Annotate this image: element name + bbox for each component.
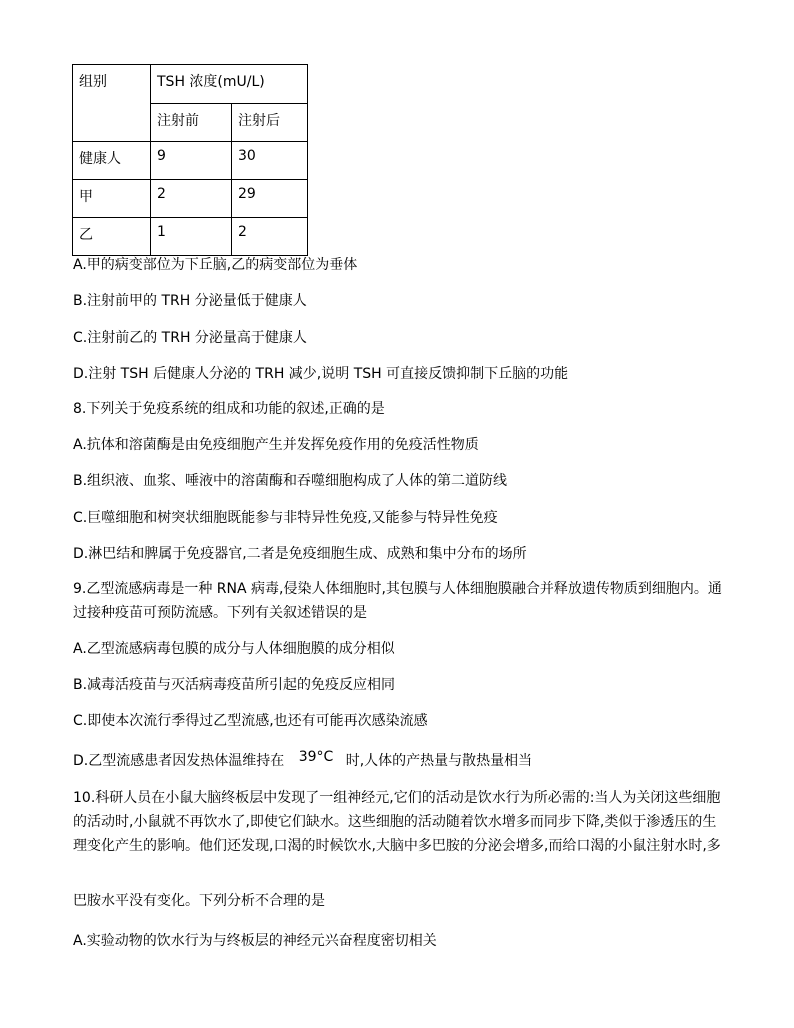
header-after: 注射后 — [232, 104, 308, 142]
row-after: 2 — [232, 218, 308, 256]
q7-option-a: A.甲的病变部位为下丘脑,乙的病变部位为垂体 — [73, 257, 358, 273]
q9-option-d-post: 时,人体的产热量与散热量相当 — [345, 753, 533, 769]
q10-stem-cont: 巴胺水平没有变化。下列分析不合理的是 — [73, 893, 325, 909]
header-tsh: TSH 浓度(mU/L) — [151, 65, 308, 104]
q10-stem: 10.科研人员在小鼠大脑终板层中发现了一组神经元,它们的活动是饮水行为所必需的:当人为关闭这些细胞的活动时,小鼠就不再饮水了,即使它们缺水。这些细胞的活动随着饮水增多而同步下降,类似于渗透压的生理变化产生的影响。他们还发现,口渴的时候饮水,大脑中多巴胺的分泌会增多,而给口渴的小鼠注射水时,多 — [73, 790, 721, 854]
table-row — [73, 218, 308, 256]
q8-stem: 8.下列关于免疫系统的组成和功能的叙述,正确的是 — [73, 401, 385, 417]
row-before: 2 — [151, 180, 232, 218]
q10-option-a: A.实验动物的饮水行为与终板层的神经元兴奋程度密切相关 — [73, 933, 437, 949]
row-group: 乙 — [73, 218, 151, 256]
q9-option-b: B.减毒活疫苗与灭活病毒疫苗所引起的免疫反应相同 — [73, 677, 396, 693]
q8-option-a: A.抗体和溶菌酶是由免疫细胞产生并发挥免疫作用的免疫活性物质 — [73, 437, 479, 453]
q9-stem: 9.乙型流感病毒是一种 RNA 病毒,侵染人体细胞时,其包膜与人体细胞膜融合并释放遗传物质到细胞内。通过接种疫苗可预防流感。下列有关叙述错误的是 — [73, 581, 722, 621]
q9-option-c: C.即使本次流行季得过乙型流感,也还有可能再次感染流感 — [73, 713, 428, 729]
header-group: 组别 — [73, 65, 151, 142]
header-before: 注射前 — [151, 104, 232, 142]
q8-option-b: B.组织液、血浆、唾液中的溶菌酶和吞噬细胞构成了人体的第二道防线 — [73, 473, 508, 489]
q9-option-a: A.乙型流感病毒包膜的成分与人体细胞膜的成分相似 — [73, 641, 395, 657]
q7-option-b: B.注射前甲的 TRH 分泌量低于健康人 — [73, 293, 307, 309]
row-group: 甲 — [73, 180, 151, 218]
tsh-table — [72, 64, 308, 256]
q9-option-d-temp: 39°C — [298, 749, 334, 765]
q9-option-d-pre: D.乙型流感患者因发热体温维持在 — [73, 753, 285, 769]
row-group: 健康人 — [73, 142, 151, 180]
row-after: 30 — [232, 142, 308, 180]
row-before: 1 — [151, 218, 232, 256]
q9-option-d — [73, 749, 533, 770]
row-before: 9 — [151, 142, 232, 180]
q7-option-d: D.注射 TSH 后健康人分泌的 TRH 减少,说明 TSH 可直接反馈抑制下丘脑的功能 — [73, 366, 569, 382]
table-row — [73, 142, 308, 180]
table-row — [73, 180, 308, 218]
q8-option-d: D.淋巴结和脾属于免疫器官,二者是免疫细胞生成、成熟和集中分布的场所 — [73, 546, 527, 562]
row-after: 29 — [232, 180, 308, 218]
q7-option-c: C.注射前乙的 TRH 分泌量高于健康人 — [73, 330, 307, 346]
q8-option-c: C.巨噬细胞和树突状细胞既能参与非特异性免疫,又能参与特异性免疫 — [73, 510, 498, 526]
